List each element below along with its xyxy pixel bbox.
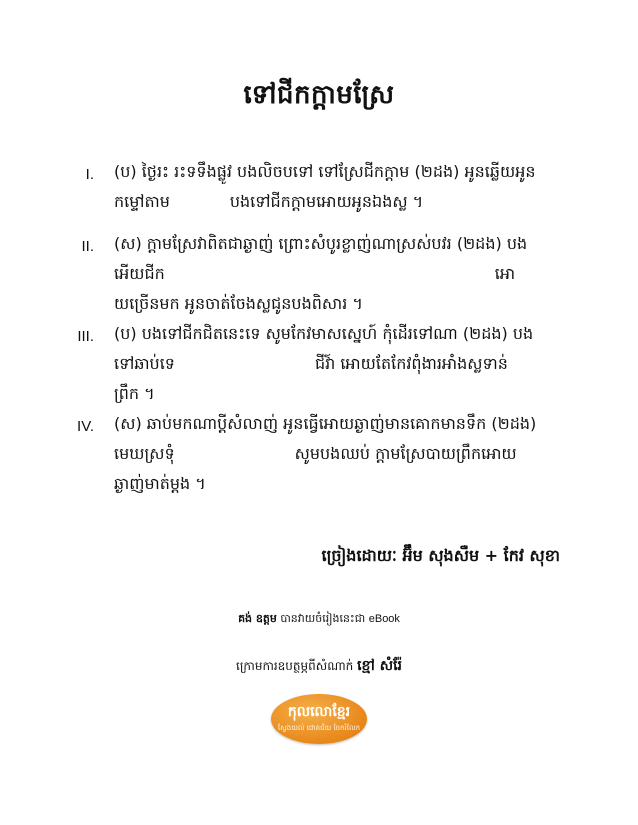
site-logo xyxy=(271,694,367,744)
song-title: ទៅជីកក្តាមស្រែ xyxy=(243,80,395,110)
line-text: ទៅឆាប់ទេ xyxy=(114,354,175,373)
verse-line xyxy=(114,442,517,466)
singer-credit: ច្រៀងដោយៈ អ៊ឹម សុងសឺម + កែវ សុខា xyxy=(321,546,560,565)
line-text: (ស) ក្តាមស្រែវាពិតជាឆ្ងាញ់ ព្រោះសំបូរខ្លាញ់ណាស្រស់បវរ (២ដង) បង xyxy=(114,234,528,253)
line-text: ព្រឹក ។ xyxy=(114,384,155,403)
verse-numeral: III. xyxy=(77,328,94,345)
line-text: (ប) បងទៅជីកជិតនេះទេ សូមកែវមាសស្នេហ៍ កុំដើរទៅណា (២ដង) បង xyxy=(114,324,534,343)
typist-text: បានវាយចំរៀងនេះជា xyxy=(280,612,366,625)
line-text: បងទៅជីកក្តាមអោយអូនឯងស្ល ។ xyxy=(229,192,424,211)
line-text: យច្រើនមក អូនចាត់ចែងស្លជូនបងពិសារ ។ xyxy=(114,294,363,313)
verse-line xyxy=(114,412,536,436)
verse-line xyxy=(114,262,515,286)
verse-numeral: I. xyxy=(85,166,94,183)
verse-numeral: II. xyxy=(81,238,94,255)
typist-credit xyxy=(0,612,638,628)
line-text: (ប) ថ្ងៃរះ រះទទឹងផ្លូវ បងលិចបទៅ ទៅស្រែជីកក្តាម (២ដង) អូនឆ្លើយអូន xyxy=(114,162,536,181)
verse-line xyxy=(114,322,533,346)
line-text: អោ xyxy=(494,264,516,283)
line-text: (ស) ឆាប់មកណាប្តីសំលាញ់ អូនធ្វើអោយឆ្ងាញ់មានគោកមានទឹក (២ដង) xyxy=(114,414,537,433)
line-text: ជីវ៍ា អោយតែកែវពុំងារអាំងស្លទាន់ xyxy=(314,354,508,373)
verse-line xyxy=(114,472,206,496)
verse-line xyxy=(114,292,363,316)
line-text: មេឃស្រទុំ xyxy=(114,444,175,463)
line-text: សូមបងឈប់ ក្តាមស្រែបាយព្រឹកអោយ xyxy=(294,444,517,463)
verse-line xyxy=(114,352,508,376)
line-text: អើយជីក xyxy=(114,264,165,283)
line-text: កម្ទៅតាម xyxy=(114,192,170,211)
sponsor-credit xyxy=(0,656,638,677)
typist-name: គង់ ឧត្តម xyxy=(238,612,277,625)
sponsor-name: ខ្មៅ សំរ៉ែ xyxy=(357,658,402,674)
verse-line xyxy=(114,190,423,214)
logo-tagline: ស្វែងយល់ ជោគជ័យ ចែករំលែក xyxy=(277,724,361,732)
logo-title: កុលលោខ្មែរ xyxy=(287,704,351,720)
verse-numeral: IV. xyxy=(77,418,94,435)
verse-line xyxy=(114,382,155,406)
verse-line xyxy=(114,160,536,184)
sponsor-text: ក្រោមការឧបត្ថម្ភពីសំណាក់ xyxy=(236,659,354,673)
line-text: ឆ្ងាញ់មាត់ម្តង ។ xyxy=(114,474,206,493)
verse-line xyxy=(114,232,527,256)
ebook-label: eBook xyxy=(368,613,400,625)
